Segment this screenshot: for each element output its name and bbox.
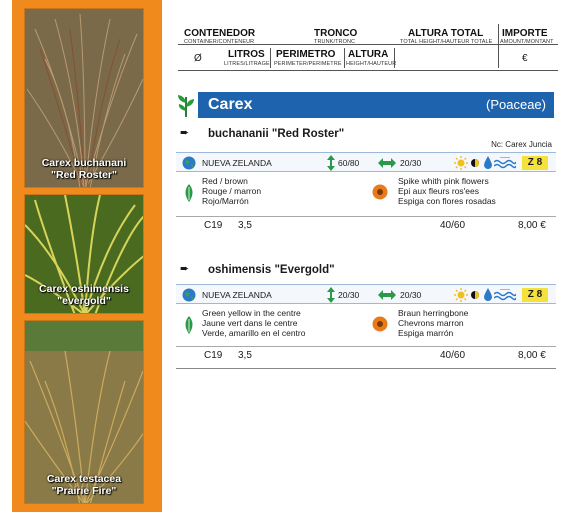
globe-icon	[182, 288, 196, 302]
total-height-value: 40/60	[440, 350, 466, 361]
header-altura-sub: HEIGHT/HAUTEUR	[346, 61, 397, 67]
leaf-description: Green yellow in the centre Jaune vert dans le centre Verde, amarillo en el centro	[202, 308, 306, 338]
total-height-value: 40/60	[440, 220, 466, 231]
leaf-icon	[182, 316, 196, 334]
diameter-symbol: Ø	[194, 53, 202, 64]
photo-caption: Carex oshimensis "evergold"	[39, 283, 129, 307]
zone-badge: Z 8	[522, 156, 548, 170]
flower-icon	[372, 184, 388, 200]
divider	[498, 24, 499, 68]
currency-symbol: €	[522, 53, 528, 64]
header-perimetro-sub: PERIMETER/PERIMETRE	[274, 61, 342, 67]
header-importe: IMPORTE	[502, 28, 548, 39]
header-litros-sub: LITRES/LITRAGE	[224, 61, 270, 67]
container-code: C19	[204, 220, 223, 231]
zone-badge: Z 8	[522, 288, 548, 302]
plant-icon	[176, 93, 196, 117]
arrow-bullet-icon: ➨	[180, 127, 190, 139]
height-text: 20/30	[338, 290, 360, 300]
product-item	[176, 126, 556, 238]
header-altura-total-sub: TOTAL HEIGHT/HAUTEUR TOTALE	[400, 39, 493, 45]
header-tronco-sub: TRUNK/TRONC	[314, 39, 356, 45]
price-table-header	[178, 22, 558, 72]
product-attributes-row	[176, 152, 556, 172]
header-litros: LITROS	[228, 49, 265, 60]
water-drop-icon	[483, 156, 493, 170]
header-contenedor-sub: CONTAINER/CONTENEUR	[184, 39, 255, 45]
photo-caption: Carex testacea "Prairie Fire"	[46, 473, 122, 497]
photo-caption: Carex buchanani "Red Roster"	[41, 157, 127, 181]
litres-value: 3,5	[238, 350, 252, 361]
family-name: (Poaceae)	[486, 97, 546, 112]
genus-band	[198, 92, 554, 118]
half-sun-icon	[468, 156, 482, 170]
flower-description: Spike whith pink flowers Epi aux fleurs ros'ees Espiga con flores rosadas	[398, 176, 496, 206]
width-text: 20/30	[400, 290, 422, 300]
height-arrow-icon	[326, 287, 336, 303]
price-row	[176, 346, 556, 364]
header-contenedor: CONTENEDOR	[184, 28, 256, 39]
origin-text: NUEVA ZELANDA	[202, 158, 272, 168]
litres-value: 3,5	[238, 220, 252, 231]
nc-note: Nc: Carex Juncia	[491, 140, 552, 149]
photo-carex-testacea	[24, 320, 144, 504]
width-arrow-icon	[378, 290, 396, 300]
flower-icon	[372, 316, 388, 332]
photo-carex-oshimensis	[24, 194, 144, 314]
leaf-icon	[182, 184, 196, 202]
photo-carex-buchanani	[24, 8, 144, 188]
leaf-description: Red / brown Rouge / marron Rojo/Marrón	[202, 176, 262, 206]
height-arrow-icon	[326, 155, 336, 171]
half-sun-icon	[468, 288, 482, 302]
price-value: 8,00 €	[518, 350, 546, 361]
product-item	[176, 262, 556, 368]
container-code: C19	[204, 350, 223, 361]
water-drop-icon	[483, 288, 493, 302]
header-altura-total: ALTURA TOTAL	[408, 28, 484, 39]
height-text: 60/80	[338, 158, 360, 168]
product-name: oshimensis "Evergold"	[208, 264, 335, 276]
divider	[176, 368, 556, 369]
product-name: buchananii "Red Roster"	[208, 128, 345, 140]
product-attributes-row	[176, 284, 556, 304]
width-text: 20/30	[400, 158, 422, 168]
price-row	[176, 216, 556, 234]
price-value: 8,00 €	[518, 220, 546, 231]
divider	[344, 48, 345, 68]
divider	[178, 70, 558, 71]
origin-text: NUEVA ZELANDA	[202, 290, 272, 300]
photo-strip	[12, 0, 162, 512]
header-perimetro: PERIMETRO	[276, 49, 336, 60]
globe-icon	[182, 156, 196, 170]
sun-icon	[454, 156, 468, 170]
wave-icon	[494, 289, 516, 301]
wave-icon	[494, 157, 516, 169]
header-altura: ALTURA	[348, 49, 389, 60]
genus-name: Carex	[208, 96, 253, 113]
header-tronco: TRONCO	[314, 28, 358, 39]
header-importe-sub: AMOUNT/MONTANT	[500, 39, 554, 45]
sun-icon	[454, 288, 468, 302]
flower-description: Braun herringbone Chevrons marron Espiga marrón	[398, 308, 469, 338]
arrow-bullet-icon: ➨	[180, 263, 190, 275]
divider	[270, 48, 271, 68]
width-arrow-icon	[378, 158, 396, 168]
